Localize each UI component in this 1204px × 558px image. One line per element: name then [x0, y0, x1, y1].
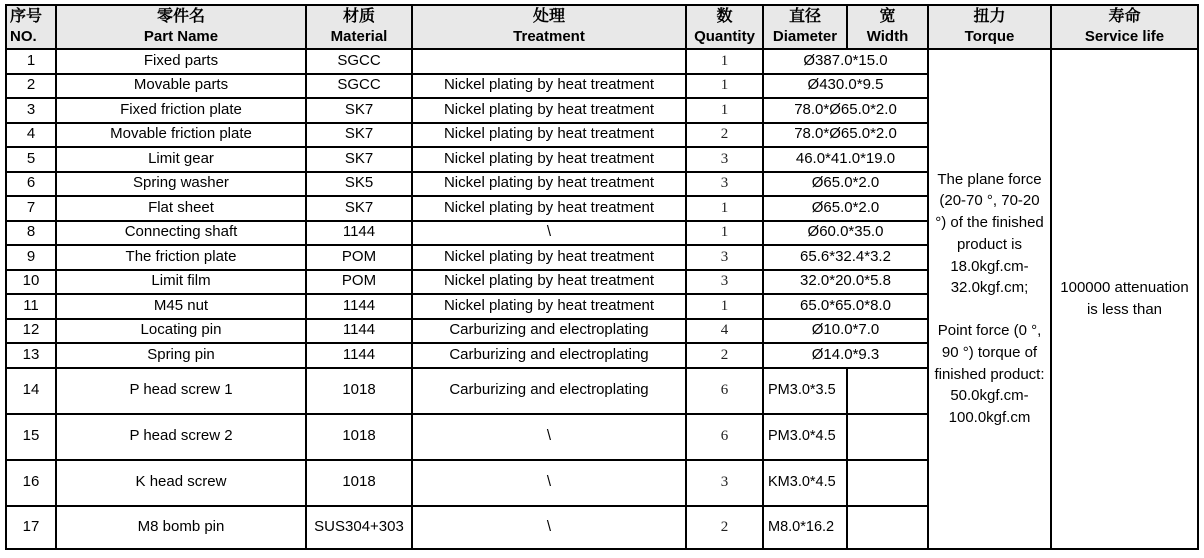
- treatment-cell: Nickel plating by heat treatment: [412, 294, 686, 319]
- part-name-cell: M45 nut: [56, 294, 306, 319]
- row-no-cell: 8: [6, 221, 56, 246]
- header-no-zh: 序号: [10, 8, 43, 26]
- part-name-cell: Fixed parts: [56, 49, 306, 74]
- quantity-cell: 1: [686, 49, 763, 74]
- dimensions-cell: Ø65.0*2.0: [763, 196, 928, 221]
- header-material-zh: 材质: [342, 8, 375, 26]
- treatment-cell: Carburizing and electroplating: [412, 343, 686, 368]
- row-no-cell: 11: [6, 294, 56, 319]
- quantity-cell: 1: [686, 98, 763, 123]
- header-treatment: [412, 5, 686, 49]
- row-no-cell: 16: [6, 460, 56, 506]
- torque-text-plane-force: The plane force (20-70 °, 70-20 °) of the finished product is 18.0kgf.cm-32.0kgf.cm;: [935, 170, 1044, 297]
- quantity-cell: 3: [686, 460, 763, 506]
- header-width-en: Width: [866, 28, 909, 46]
- header-no: [6, 5, 56, 49]
- material-cell: 1144: [306, 319, 412, 344]
- treatment-cell: Nickel plating by heat treatment: [412, 74, 686, 99]
- quantity-cell: 1: [686, 294, 763, 319]
- header-material-en: Material: [330, 28, 388, 46]
- header-diameter-en: Diameter: [772, 28, 838, 46]
- part-name-cell: Spring washer: [56, 172, 306, 197]
- part-name-cell: Fixed friction plate: [56, 98, 306, 123]
- torque-cell: [928, 49, 1051, 549]
- quantity-cell: 1: [686, 196, 763, 221]
- row-no-cell: 13: [6, 343, 56, 368]
- width-empty-cell: [847, 368, 928, 414]
- part-name-cell: Movable friction plate: [56, 123, 306, 148]
- material-cell: 1144: [306, 221, 412, 246]
- row-no-cell: 3: [6, 98, 56, 123]
- part-name-cell: Movable parts: [56, 74, 306, 99]
- header-material: [306, 5, 412, 49]
- treatment-cell: Nickel plating by heat treatment: [412, 270, 686, 295]
- material-cell: SK7: [306, 147, 412, 172]
- row-no-cell: 12: [6, 319, 56, 344]
- part-name-cell: Limit film: [56, 270, 306, 295]
- dimensions-cell: 78.0*Ø65.0*2.0: [763, 98, 928, 123]
- row-no-cell: 6: [6, 172, 56, 197]
- width-empty-cell: [847, 506, 928, 549]
- part-name-cell: P head screw 1: [56, 368, 306, 414]
- treatment-cell: Nickel plating by heat treatment: [412, 147, 686, 172]
- header-service-life-zh: 寿命: [1108, 8, 1141, 26]
- material-cell: SUS304+303: [306, 506, 412, 549]
- header-width-zh: 宽: [879, 8, 896, 26]
- quantity-cell: 1: [686, 74, 763, 99]
- row-no-cell: 5: [6, 147, 56, 172]
- treatment-cell: [412, 49, 686, 74]
- treatment-cell: Nickel plating by heat treatment: [412, 245, 686, 270]
- header-part-name: [56, 5, 306, 49]
- header-no-en: NO.: [10, 28, 37, 46]
- row-no-cell: 17: [6, 506, 56, 549]
- dimensions-cell: 78.0*Ø65.0*2.0: [763, 123, 928, 148]
- header-quantity-en: Quantity: [694, 28, 755, 46]
- part-name-cell: M8 bomb pin: [56, 506, 306, 549]
- width-empty-cell: [847, 460, 928, 506]
- header-row: [6, 5, 1198, 49]
- header-torque-zh: 扭力: [973, 8, 1006, 26]
- header-quantity-zh: 数: [716, 8, 733, 26]
- dimensions-cell: 46.0*41.0*19.0: [763, 147, 928, 172]
- quantity-cell: 1: [686, 221, 763, 246]
- part-name-cell: The friction plate: [56, 245, 306, 270]
- diameter-cell: PM3.0*4.5: [763, 414, 847, 460]
- treatment-cell: \: [412, 414, 686, 460]
- treatment-cell: \: [412, 506, 686, 549]
- diameter-cell: PM3.0*3.5: [763, 368, 847, 414]
- material-cell: SK7: [306, 123, 412, 148]
- material-cell: SK5: [306, 172, 412, 197]
- header-treatment-zh: 处理: [532, 8, 565, 26]
- material-cell: 1018: [306, 414, 412, 460]
- parts-spec-sheet: [0, 4, 1204, 558]
- quantity-cell: 2: [686, 343, 763, 368]
- dimensions-cell: Ø10.0*7.0: [763, 319, 928, 344]
- treatment-cell: Nickel plating by heat treatment: [412, 98, 686, 123]
- dimensions-cell: 65.0*65.0*8.0: [763, 294, 928, 319]
- row-no-cell: 4: [6, 123, 56, 148]
- dimensions-cell: Ø14.0*9.3: [763, 343, 928, 368]
- material-cell: SK7: [306, 196, 412, 221]
- row-no-cell: 7: [6, 196, 56, 221]
- header-quantity: [686, 5, 763, 49]
- diameter-cell: M8.0*16.2: [763, 506, 847, 549]
- material-cell: SGCC: [306, 74, 412, 99]
- dimensions-cell: 32.0*20.0*5.8: [763, 270, 928, 295]
- row-no-cell: 9: [6, 245, 56, 270]
- dimensions-cell: 65.6*32.4*3.2: [763, 245, 928, 270]
- part-name-cell: P head screw 2: [56, 414, 306, 460]
- header-torque-en: Torque: [964, 28, 1015, 46]
- header-width: [847, 5, 928, 49]
- part-name-cell: Locating pin: [56, 319, 306, 344]
- material-cell: POM: [306, 245, 412, 270]
- material-cell: 1018: [306, 460, 412, 506]
- torque-text-point-force: Point force (0 °, 90 °) torque of finished product: 50.0kgf.cm-100.0kgf.cm: [934, 322, 1045, 427]
- header-service-life: [1051, 5, 1198, 49]
- quantity-cell: 2: [686, 506, 763, 549]
- quantity-cell: 3: [686, 245, 763, 270]
- quantity-cell: 2: [686, 123, 763, 148]
- material-cell: 1144: [306, 343, 412, 368]
- row-no-cell: 15: [6, 414, 56, 460]
- row-no-cell: 14: [6, 368, 56, 414]
- treatment-cell: \: [412, 460, 686, 506]
- treatment-cell: Nickel plating by heat treatment: [412, 172, 686, 197]
- header-part-name-zh: 零件名: [156, 8, 205, 26]
- row-no-cell: 1: [6, 49, 56, 74]
- quantity-cell: 4: [686, 319, 763, 344]
- material-cell: 1018: [306, 368, 412, 414]
- dimensions-cell: Ø387.0*15.0: [763, 49, 928, 74]
- part-name-cell: Flat sheet: [56, 196, 306, 221]
- quantity-cell: 6: [686, 414, 763, 460]
- quantity-cell: 6: [686, 368, 763, 414]
- service-life-text: 100000 attenuation is less than: [1060, 279, 1189, 318]
- dimensions-cell: Ø60.0*35.0: [763, 221, 928, 246]
- header-service-life-en: Service life: [1084, 28, 1165, 46]
- quantity-cell: 3: [686, 270, 763, 295]
- part-name-cell: K head screw: [56, 460, 306, 506]
- dimensions-cell: Ø430.0*9.5: [763, 74, 928, 99]
- header-treatment-en: Treatment: [513, 28, 585, 46]
- part-name-cell: Limit gear: [56, 147, 306, 172]
- treatment-cell: Carburizing and electroplating: [412, 368, 686, 414]
- header-part-name-en: Part Name: [143, 28, 219, 46]
- material-cell: 1144: [306, 294, 412, 319]
- service-life-cell: [1051, 49, 1198, 549]
- quantity-cell: 3: [686, 147, 763, 172]
- treatment-cell: Nickel plating by heat treatment: [412, 123, 686, 148]
- material-cell: POM: [306, 270, 412, 295]
- header-torque: [928, 5, 1051, 49]
- quantity-cell: 3: [686, 172, 763, 197]
- part-name-cell: Spring pin: [56, 343, 306, 368]
- table-row: [6, 49, 1198, 74]
- treatment-cell: Nickel plating by heat treatment: [412, 196, 686, 221]
- row-no-cell: 10: [6, 270, 56, 295]
- treatment-cell: Carburizing and electroplating: [412, 319, 686, 344]
- header-diameter-zh: 直径: [788, 8, 821, 26]
- parts-spec-table: [5, 4, 1199, 550]
- row-no-cell: 2: [6, 74, 56, 99]
- material-cell: SGCC: [306, 49, 412, 74]
- part-name-cell: Connecting shaft: [56, 221, 306, 246]
- diameter-cell: KM3.0*4.5: [763, 460, 847, 506]
- material-cell: SK7: [306, 98, 412, 123]
- width-empty-cell: [847, 414, 928, 460]
- header-diameter: [763, 5, 847, 49]
- treatment-cell: \: [412, 221, 686, 246]
- dimensions-cell: Ø65.0*2.0: [763, 172, 928, 197]
